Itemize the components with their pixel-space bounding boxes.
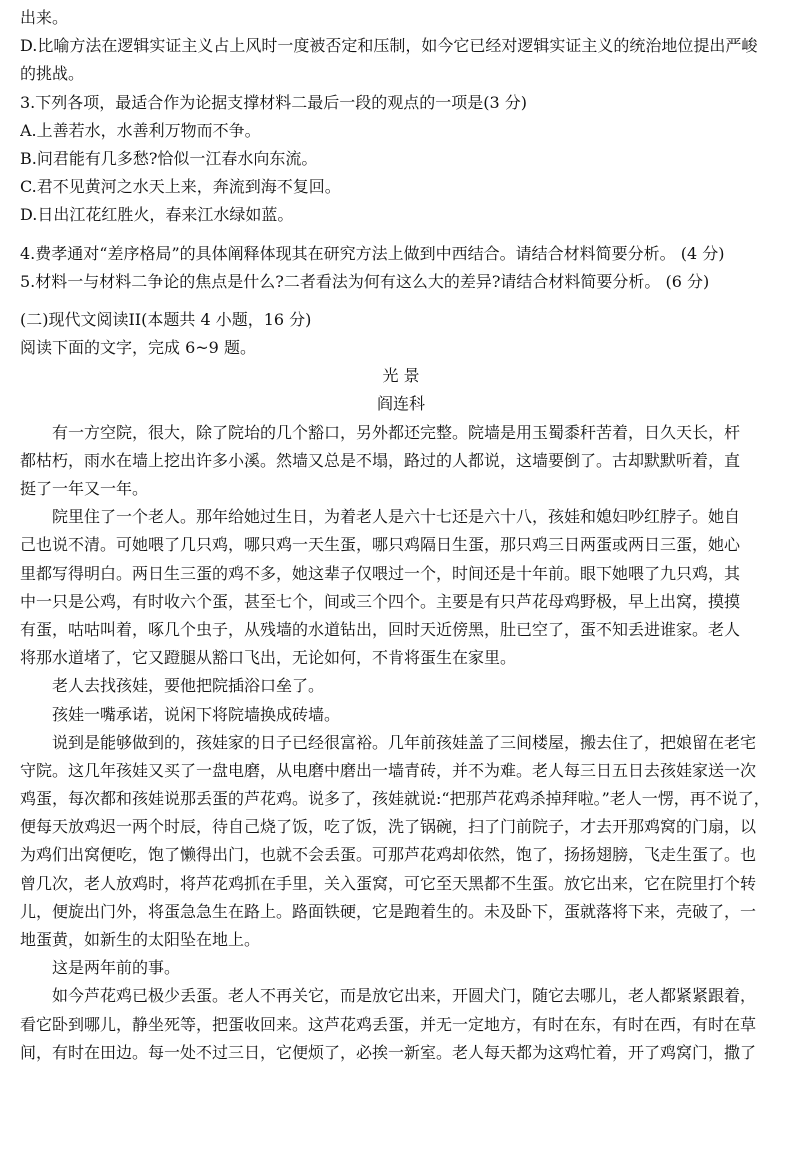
paragraph-1-line-3: 挺了一年又一年。	[20, 479, 149, 498]
paragraph-5-line-3: 鸡蛋，每次都和孩娃说那丢蛋的芦花鸡。说多了，孩娃就说:“把那芦花鸡杀掉拜啦。”老人一愣，再不说了，	[20, 789, 770, 809]
question-3-option-d: D.日出江花红胜火，春来江水绿如蓝。	[20, 205, 294, 225]
question-3-stem: 3.下列各项，最适合作为论据支撑材料二最后一段的观点的一项是(3 分)	[20, 92, 528, 112]
question-4: 4.费孝通对“差序格局”的具体阐释体现其在研究方法上做到中西结合。请结合材料简要分析。 (4 分)	[20, 243, 725, 263]
paragraph-1-line-2: 都枯朽，雨水在墙上挖出许多小溪。然墙又总是不塌，路过的人都说，这墙要倒了。古却默默听着，直	[20, 450, 741, 470]
question-3-option-a: A.上善若水，水善利万物而不争。	[20, 120, 261, 140]
paragraph-2-line-5: 有蛋，咕咕叫着，啄几个虫子，从残墙的水道钻出，回时天近傍黑，肚已空了，蛋不知丢进谁家。老人	[20, 619, 741, 639]
paragraph-5-line-4: 便每天放鸡迟一两个时辰，待自己烧了饭，吃了饭，洗了锅碗，扫了门前院子，才去开那鸡窝的门扇，以	[20, 817, 757, 837]
paragraph-5-line-7: 儿，便旋出门外，将蛋急急生在路上。路面铁硬，它是跑着生的。未及卧下，蛋就落将下来，壳破了，一	[20, 901, 757, 921]
paragraph-1-line-1: 有一方空院，很大，除了院坮的几个豁口，另外都还完整。院墙是用玉蜀黍秆苦着，日久天长，杆	[52, 422, 741, 442]
paragraph-2-line-6: 将那水道堵了，它又蹬腿从豁口飞出，无论如何，不肯将蛋生在家里。	[20, 648, 517, 668]
paragraph-5-line-6: 曾几次，老人放鸡时，将芦花鸡抓在手里，关入蛋窝，可它至天黑都不生蛋。放它出来，它在院里打个转	[20, 873, 757, 893]
story-author: 阎连科	[376, 394, 425, 414]
paragraph-5-line-5: 为鸡们出窝便吃，饱了懒得出门，也就不会丢蛋。可那芦花鸡却依然，饱了，扬扬翅膀，飞走生蛋了。也	[20, 845, 757, 865]
paragraph-6-line-1: 这是两年前的事。	[52, 958, 181, 978]
section-heading: (二)现代文阅读II(本题共 4 小题，16 分)	[20, 309, 312, 329]
exam-page	[20, 4, 782, 1067]
paragraph-3-line-1: 老人去找孩娃，要他把院插浴口垒了。	[52, 676, 325, 696]
paragraph-2-line-1: 院里住了一个老人。那年给她过生日，为着老人是六十七还是六十八，孩娃和媳妇吵红脖子。她自	[52, 507, 741, 527]
question-5: 5.材料一与材料二争论的焦点是什么?二者看法为何有这么大的差异?请结合材料简要分析。 (6 分)	[20, 271, 710, 291]
paragraph-5-line-2: 守院。这几年孩娃又买了一盘电磨，从电磨中磨出一墙青砖，并不为难。老人每三日五日去孩娃家送一次	[20, 760, 757, 780]
question-3-option-c: C.君不见黄河之水天上来，奔流到海不复回。	[20, 177, 341, 197]
paragraph-7-line-1: 如今芦花鸡已极少丢蛋。老人不再关它，而是放它出来，开圆犬门，随它去哪儿，老人都紧紧跟着，	[52, 986, 757, 1006]
paragraph-7-line-3: 间，有时在田边。每一处不过三日，它便烦了，必挨一新室。老人每天都为这鸡忙着，开了鸡窝门，撒了	[20, 1042, 757, 1062]
paragraph-2-line-4: 中一只是公鸡，有时收六个蛋，甚至七个，间或三个四个。主要是有只芦花母鸡野极，早上出窝，摸摸	[20, 591, 741, 611]
option-d-line-2: 的挑战。	[20, 64, 85, 84]
question-3-option-b: B.问君能有几多愁?恰似一江春水向东流。	[20, 148, 318, 168]
paragraph-4-line-1: 孩娃一嘴承诺，说闲下将院墙换成砖墙。	[52, 704, 341, 724]
paragraph-5-line-8: 地蛋黄，如新生的太阳坠在地上。	[20, 930, 261, 949]
paragraph-5-line-1: 说到是能够做到的，孩娃家的日子已经很富裕。几年前孩娃盖了三间楼屋，搬去住了，把娘留在老宅	[52, 732, 757, 752]
paragraph-2-line-3: 里都写得明白。两日生三蛋的鸡不多，她这辈子仅喂过一个，时间还是十年前。眼下她喂了九只鸡，其	[20, 563, 741, 583]
prev-answer-tail-line-1: 出来。	[20, 8, 69, 27]
section-instruction: 阅读下面的文字，完成 6~9 题。	[20, 338, 256, 358]
option-d-line-1: D.比喻方法在逻辑实证主义占上风时一度被否定和压制，如今它已经对逻辑实证主义的统治地位提出严峻	[20, 36, 758, 56]
paragraph-2-line-2: 己也说不清。可她喂了几只鸡，哪只鸡一天生蛋，哪只鸡隔日生蛋，那只鸡三日两蛋或两日三蛋，她心	[20, 535, 741, 555]
story-title: 光 景	[382, 366, 420, 386]
paragraph-7-line-2: 看它卧到哪儿，静坐死等，把蛋收回来。这芦花鸡丢蛋，并无一定地方，有时在东，有时在西，有时在草	[20, 1014, 757, 1034]
